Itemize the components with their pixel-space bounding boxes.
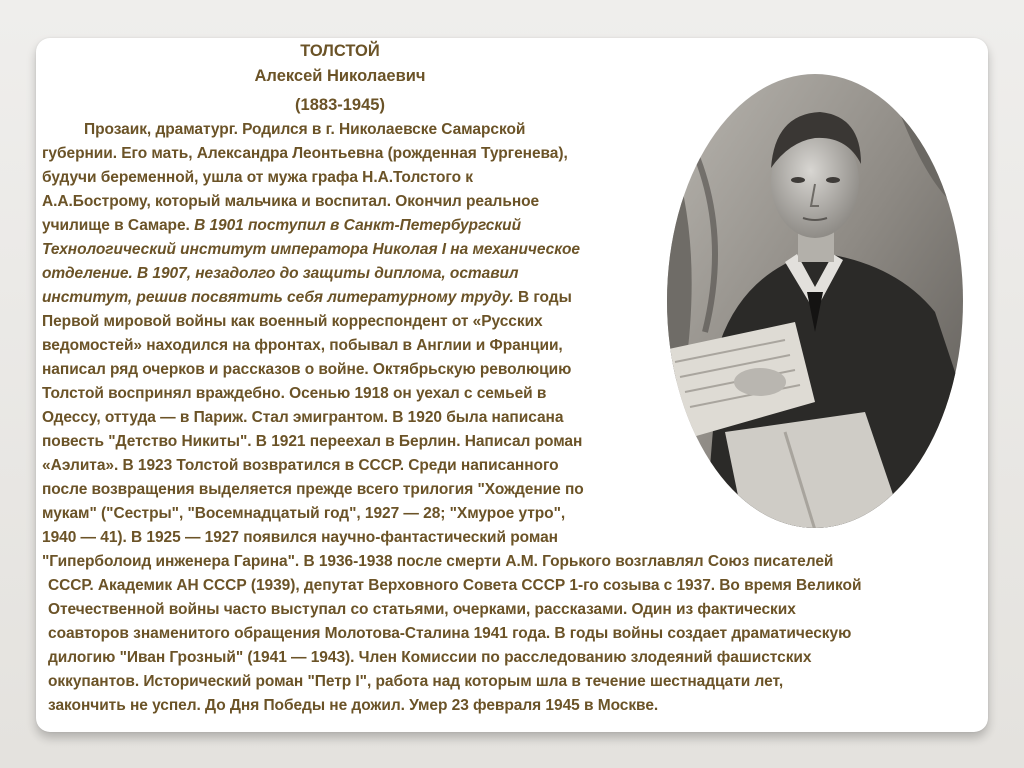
bio-line: закончить не успел. До Дня Победы не дожил. Умер 23 февраля 1945 в Москве.: [48, 697, 659, 714]
bio-text: "Гиперболоид инженера Гарина".: [42, 553, 300, 570]
bio-text: В 1936-1938 после смерти А.М. Горького возглавлял Союз писателей: [299, 553, 834, 570]
bio-line: написал ряд очерков и рассказов о войне. Октябрьскую революцию: [42, 361, 572, 378]
bio-line: губернии. Его мать, Александра Леонтьевна (рожденная Тургенева),: [42, 145, 568, 162]
bio-line: «Аэлита». В 1923 Толстой возвратился в СССР. Среди написанного: [42, 457, 559, 474]
bio-line: СССР. Академик АН СССР (1939), депутат Верховного Совета СССР 1-го созыва с 1937. Во время Великой: [48, 577, 862, 594]
bio-line: отделение. В 1907, незадолго до защиты диплома, оставил: [42, 265, 519, 282]
bio-line: мукам" ("Сестры", "Восемнадцатый год", 1927 — 28; "Хмурое утро",: [42, 505, 566, 522]
bio-text-italic: институт, решив посвятить себя литературному труду.: [42, 289, 514, 306]
surname-heading: ТОЛСТОЙ: [300, 42, 380, 60]
bio-line: А.А.Бострому, который мальчика и воспитал. Окончил реальное: [42, 193, 540, 210]
bio-line: ведомостей» находился на фронтах, побывал в Англии и Франции,: [42, 337, 563, 354]
bio-line: [42, 214, 521, 237]
bio-line: [42, 286, 572, 309]
bio-line: 1940 — 41). В 1925 — 1927 появился научно-фантастический роман: [42, 529, 558, 546]
bio-line: оккупантов. Исторический роман "Петр I", работа над которым шла в течение шестнадцати лет,: [48, 673, 784, 690]
bio-line: дилогию "Иван Грозный" (1941 — 1943). Член Комиссии по расследованию злодеяний фашистских: [48, 649, 812, 666]
bio-line: повесть "Детство Никиты". В 1921 переехал в Берлин. Написал роман: [42, 433, 583, 450]
bio-line: Первой мировой войны как военный корреспондент от «Русских: [42, 313, 543, 330]
bio-line: будучи беременной, ушла от мужа графа Н.А.Толстого к: [42, 169, 473, 186]
name-heading: Алексей Николаевич: [254, 67, 426, 85]
bio-text: В годы: [513, 289, 572, 306]
bio-line: после возвращения выделяется прежде всего трилогия "Хождение по: [42, 481, 584, 498]
bio-line: [42, 550, 833, 573]
bio-text-italic: В 1901 поступил в Санкт-Петербургский: [194, 217, 522, 234]
portrait-photo: [665, 72, 965, 530]
years-heading: (1883-1945): [295, 96, 385, 114]
bio-line: Технологический институт императора Николая I на механическое: [42, 241, 581, 258]
bio-line: Отечественной войны часто выступал со статьями, очерками, рассказами. Один из фактических: [48, 601, 796, 618]
bio-line: Одессу, оттуда — в Париж. Стал эмигрантом. В 1920 была написана: [42, 409, 564, 426]
bio-line: Прозаик, драматург. Родился в г. Николаевске Самарской: [84, 121, 526, 138]
bio-line: соавторов знаменитого обращения Молотова-Сталина 1941 года. В годы войны создает драматическую: [48, 625, 852, 642]
bio-text: училище в Самаре.: [42, 217, 195, 234]
bio-line: Толстой воспринял враждебно. Осенью 1918 он уехал с семьей в: [42, 385, 547, 402]
